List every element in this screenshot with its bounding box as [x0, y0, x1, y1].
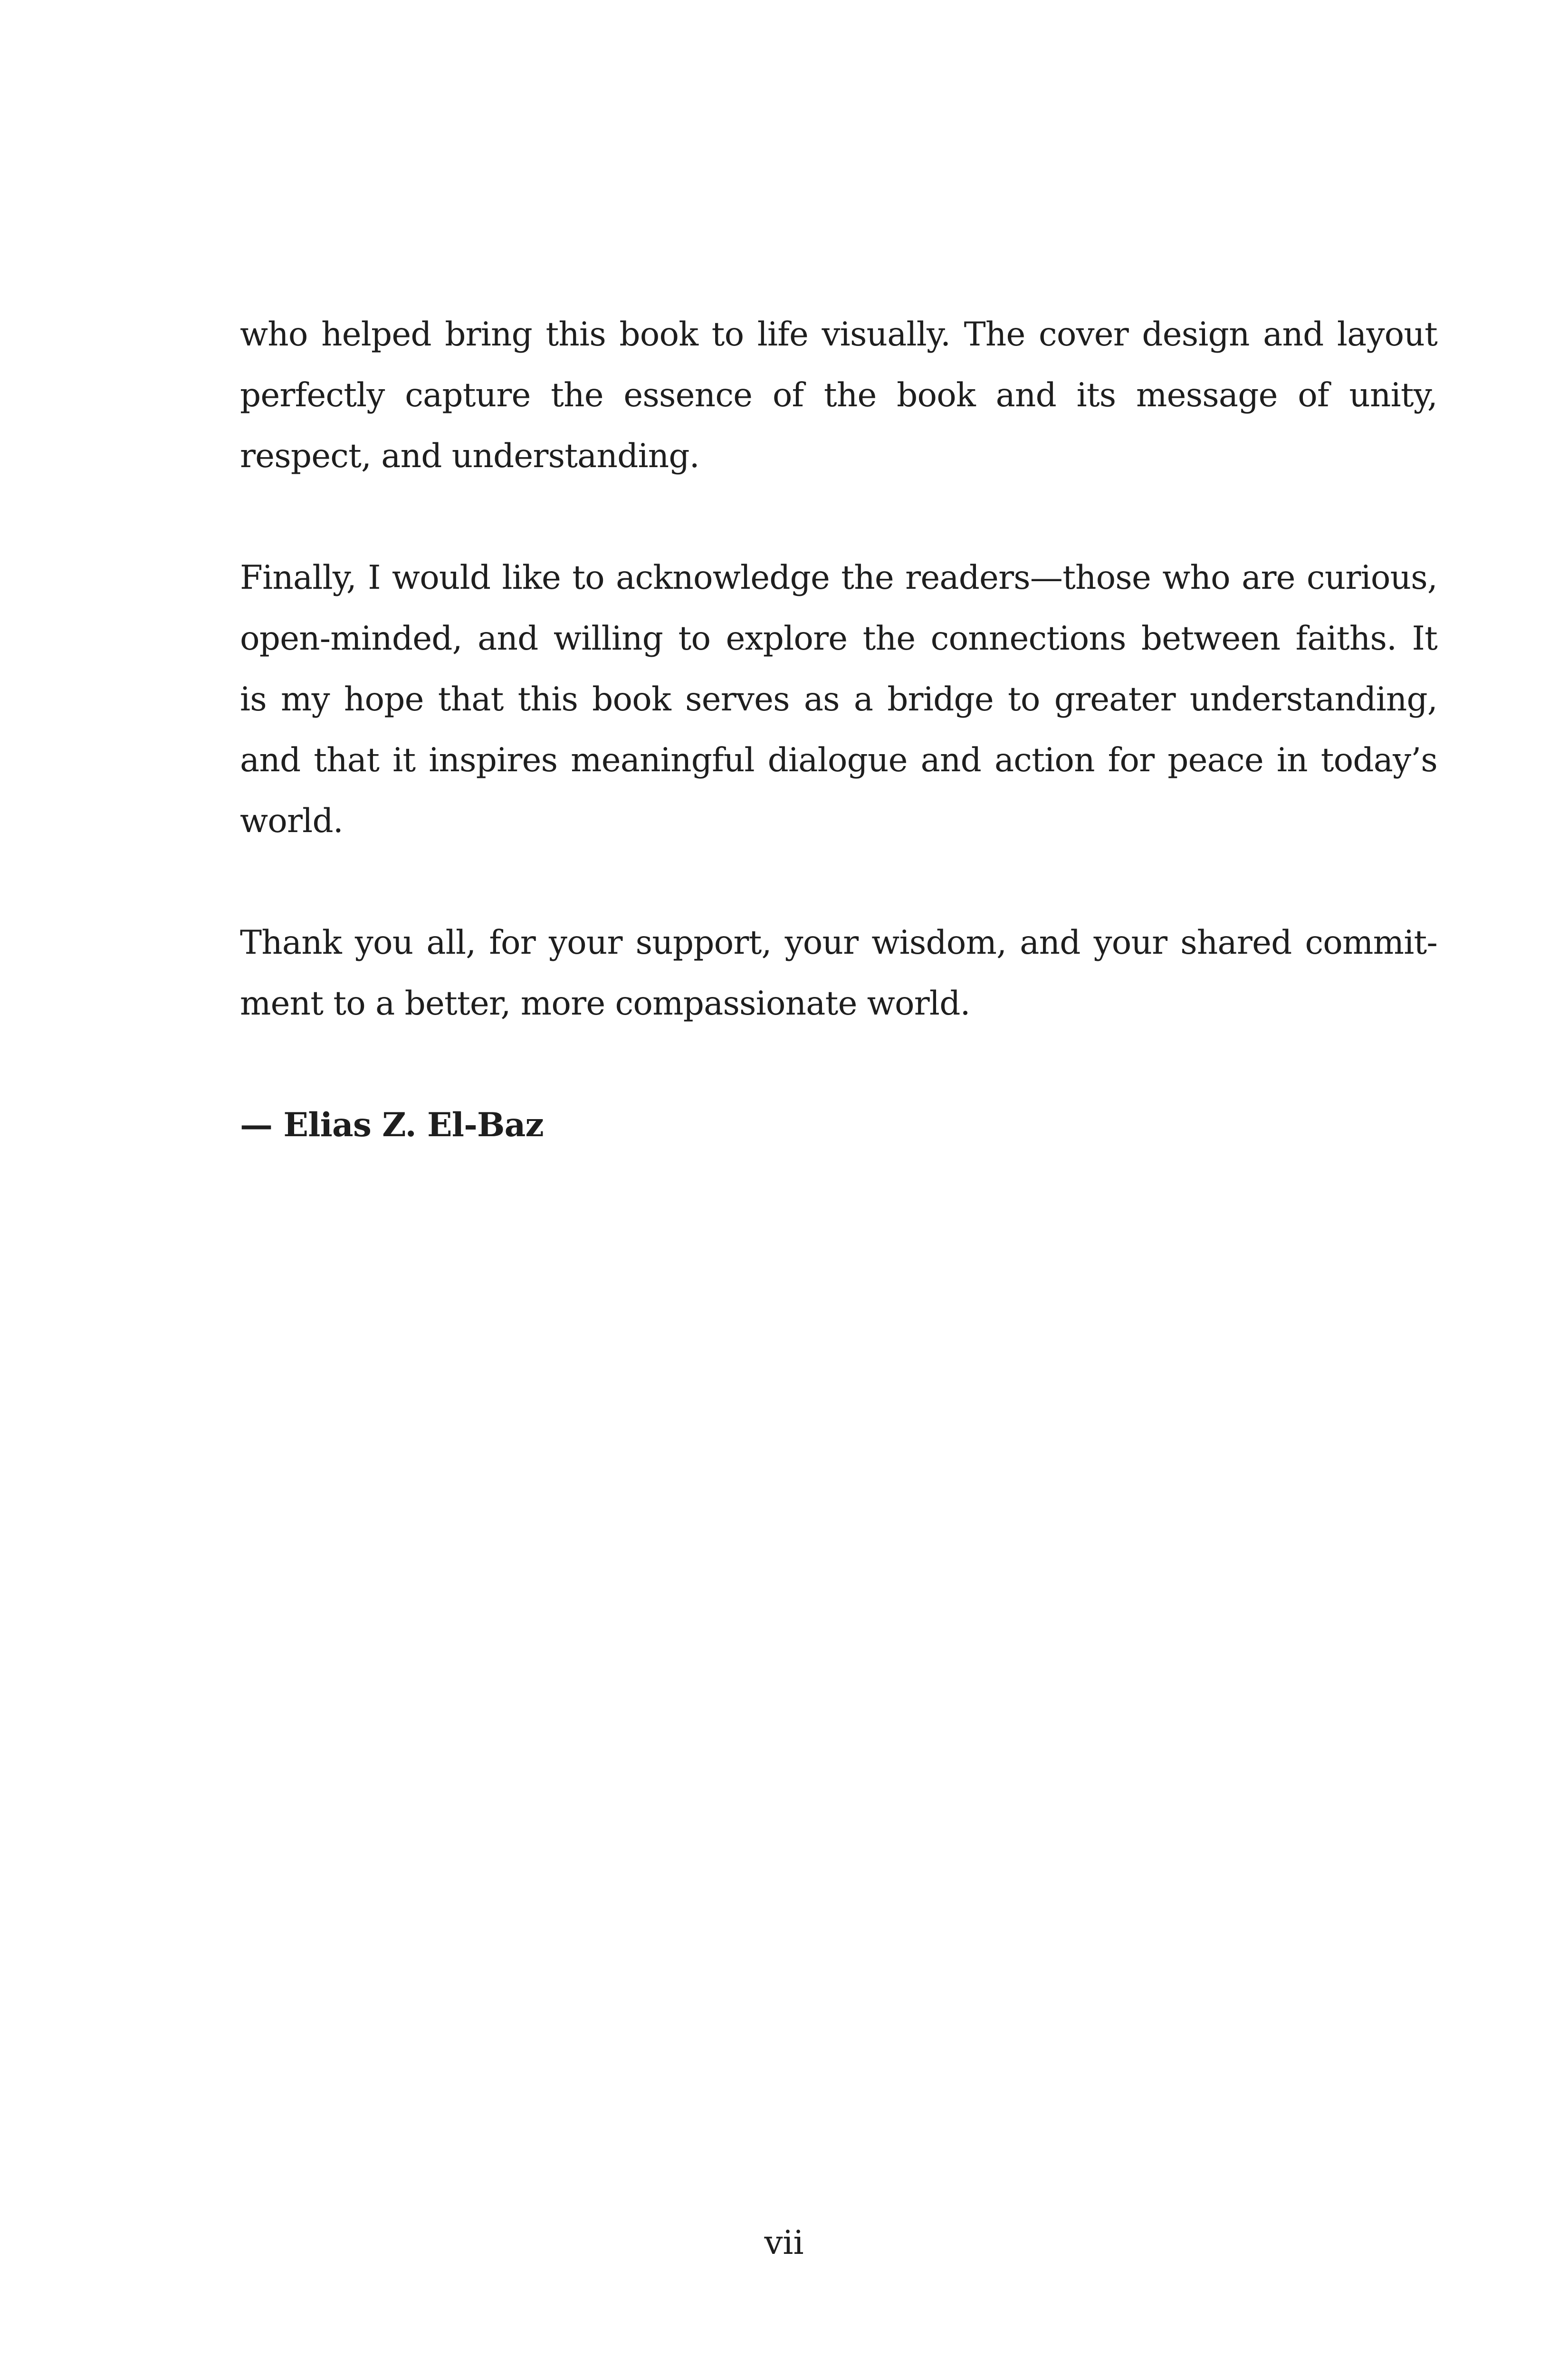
author-signature: — Elias Z. El-Baz [240, 1106, 544, 1144]
paragraph-line: open-minded, and willing to explore the connections between faiths. It [240, 620, 1437, 658]
paragraph-line: perfectly capture the essence of the book and its message of unity, [240, 376, 1437, 414]
acknowledgments-text [240, 304, 1437, 1156]
page-number: vii [764, 2224, 804, 2262]
paragraph-line: is my hope that this book serves as a bridge to greater understanding, [240, 680, 1437, 719]
paragraph-line: respect, and understanding. [240, 437, 699, 475]
paragraph-readers-thanks [240, 547, 1437, 852]
paragraph-spacer [240, 852, 1437, 912]
paragraph-line: and that it inspires meaningful dialogue and action for peace in today’s [240, 741, 1437, 779]
paragraph-line: who helped bring this book to life visually. The cover design and layout [240, 316, 1437, 354]
paragraph-spacer [240, 1034, 1437, 1095]
paragraph-line: ment to a better, more compassionate world. [240, 985, 970, 1023]
paragraph-line: Finally, I would like to acknowledge the readers—those who are curious, [240, 559, 1437, 597]
paragraph-line: Thank you all, for your support, your wisdom, and your shared commit- [240, 924, 1437, 962]
paragraph-line: world. [240, 802, 343, 840]
paragraph-visual-design-thanks [240, 304, 1437, 487]
paragraph-spacer [240, 487, 1437, 547]
paragraph-closing-thanks [240, 912, 1437, 1034]
